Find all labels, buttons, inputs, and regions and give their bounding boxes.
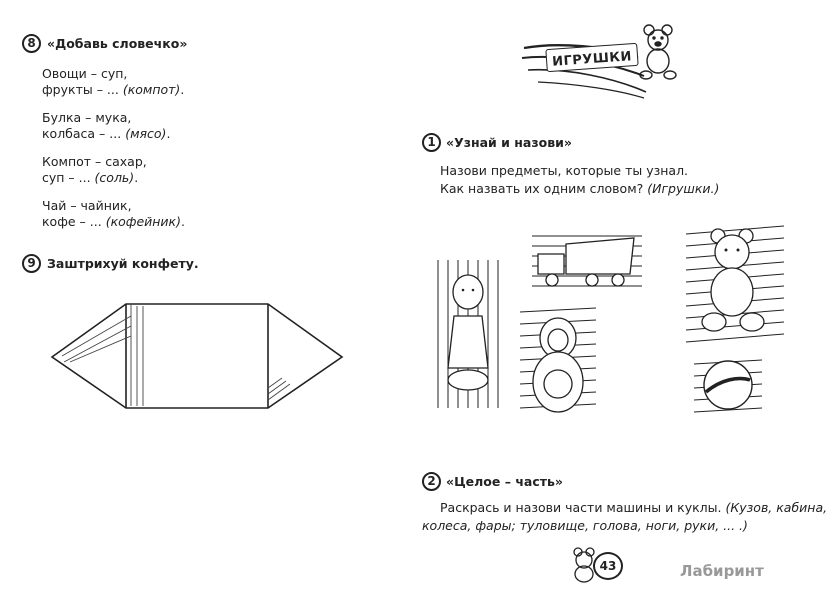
task-9-title: Заштрихуй конфету. <box>47 256 199 271</box>
pair-3-answer: (соль) <box>94 170 135 185</box>
task-1-answer: (Игрушки.) <box>647 181 720 196</box>
matryoshka-picture <box>518 304 598 420</box>
task-2-answer-2: колеса, фары; туловище, голова, ноги, руки, ... .) <box>422 518 748 533</box>
pair-2-answer: (мясо) <box>125 126 167 141</box>
task-8-title: «Добавь словечко» <box>47 36 188 51</box>
pair-1-line-1: Овощи – суп, <box>42 66 128 81</box>
candy-outline <box>0 0 400 593</box>
pair-4-line-1: Чай – чайник, <box>42 198 132 213</box>
pair-1-line-2: фрукты – ... (компот). <box>42 82 185 97</box>
left-page <box>0 0 400 593</box>
pair-2-line-2: колбаса – ... (мясо). <box>42 126 171 141</box>
banner-text: ИГРУШКИ <box>551 49 633 70</box>
task-8-number: 8 <box>22 34 41 53</box>
truck-picture <box>530 230 644 296</box>
pair-4-answer: (кофейник) <box>105 214 181 229</box>
task-1-line-2: Как назвать их одним словом? (Игрушки.) <box>440 181 720 196</box>
pair-3-line-1: Компот – сахар, <box>42 154 147 169</box>
page-number: 43 <box>593 552 623 580</box>
right-page <box>400 0 827 593</box>
task-1-line-1: Назови предметы, которые ты узнал. <box>440 163 689 178</box>
task-9-number: 9 <box>22 254 41 273</box>
pair-3-line-2: суп – ... (соль). <box>42 170 139 185</box>
task-1-number: 1 <box>422 133 441 152</box>
doll-picture <box>432 258 506 410</box>
task-2-title: «Целое – часть» <box>446 474 563 489</box>
teddy-bear-picture <box>684 220 786 350</box>
task-1-title: «Узнай и назови» <box>446 135 572 150</box>
watermark: Лабиринт <box>680 562 764 580</box>
pair-1-answer: (компот) <box>122 82 181 97</box>
task-2-line-1: Раскрась и назови части машины и куклы. (Кузов, кабина, <box>440 500 827 515</box>
teddy-bear-icon <box>632 20 686 82</box>
ball-picture <box>692 356 764 414</box>
pair-4-line-2: кофе – ... (кофейник). <box>42 214 185 229</box>
task-2-answer-1: (Кузов, кабина, <box>725 500 827 515</box>
task-2-number: 2 <box>422 472 441 491</box>
pair-2-line-1: Булка – мука, <box>42 110 132 125</box>
